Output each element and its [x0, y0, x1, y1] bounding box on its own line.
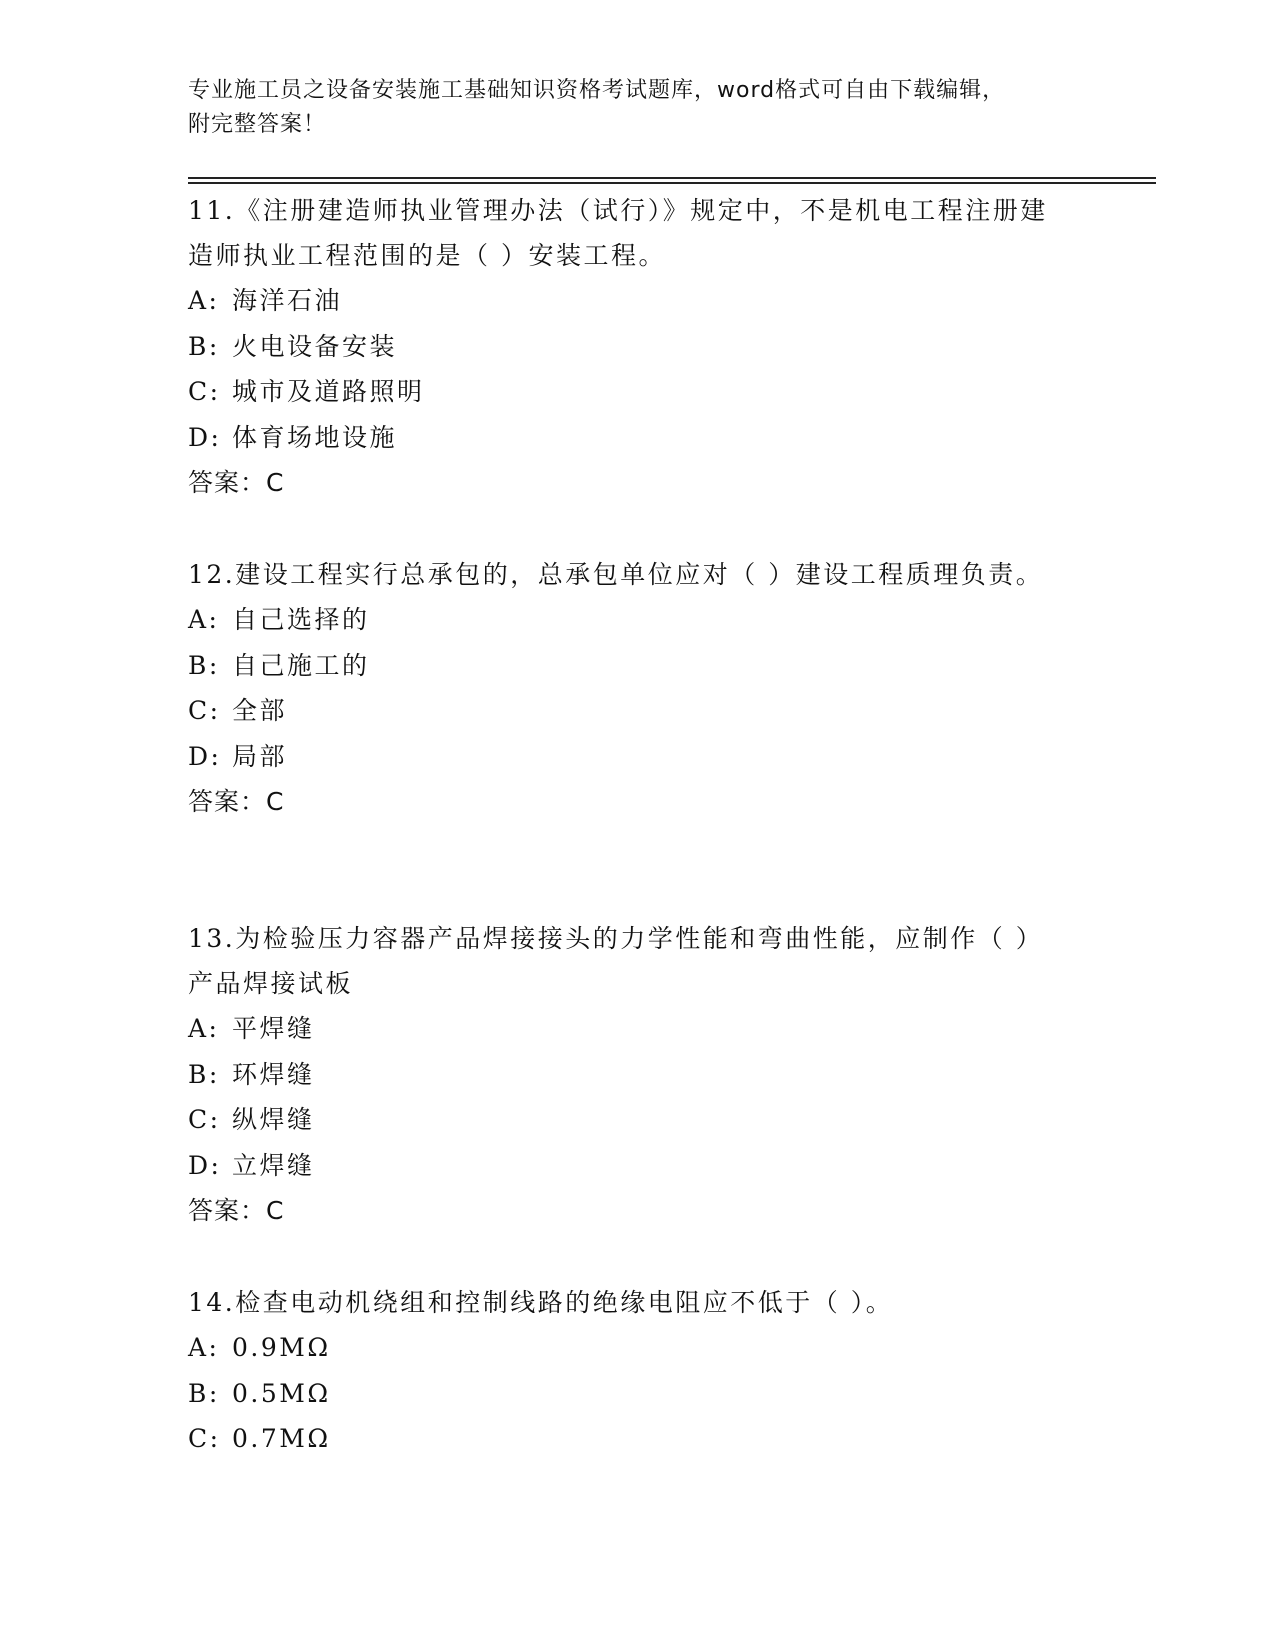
option-key: C:	[188, 696, 221, 725]
answer-line: 答案：C	[188, 1196, 285, 1225]
option-key: B:	[188, 1378, 220, 1408]
option-text: 自己施工的	[232, 650, 370, 680]
option-text: 立焊缝	[232, 1150, 315, 1180]
option-key: A:	[188, 1014, 220, 1043]
question-12	[188, 552, 1088, 824]
option-key: B:	[188, 331, 220, 361]
option-key: A:	[188, 1333, 220, 1362]
option-c	[188, 1097, 1088, 1143]
header-intro-line-2: 附完整答案！	[188, 112, 327, 137]
option-b	[188, 1371, 1088, 1417]
option-text: 平焊缝	[232, 1014, 315, 1043]
option-d	[188, 1143, 1088, 1189]
option-text: 0.7MΩ	[232, 1424, 331, 1453]
option-key: C:	[188, 1105, 221, 1134]
option-key: D:	[188, 422, 222, 452]
answer-line: 答案：C	[188, 468, 285, 497]
option-text: 纵焊缝	[232, 1105, 315, 1134]
option-key: A:	[188, 605, 220, 634]
option-a	[188, 597, 1088, 643]
option-c	[188, 369, 1088, 415]
question-stem: 12.建设工程实行总承包的，总承包单位应对（ ）建设工程质理负责。	[188, 560, 1044, 589]
option-d	[188, 415, 1088, 461]
option-c	[188, 688, 1088, 734]
header-intro-line-1: 专业施工员之设备安装施工基础知识资格考试题库，word格式可自由下载编辑，	[188, 78, 1006, 103]
option-b	[188, 1052, 1088, 1098]
option-a	[188, 1325, 1088, 1371]
option-text: 火电设备安装	[232, 331, 398, 361]
option-text: 自己选择的	[232, 605, 370, 634]
option-text: 0.5MΩ	[232, 1378, 331, 1408]
option-key: C:	[188, 377, 221, 406]
option-key: D:	[188, 741, 222, 771]
header-divider-top	[188, 177, 1156, 179]
option-a	[188, 278, 1088, 324]
option-key: B:	[188, 1059, 220, 1089]
option-key: A:	[188, 286, 220, 315]
answer-line: 答案：C	[188, 787, 285, 816]
option-text: 全部	[232, 696, 288, 725]
question-11	[188, 188, 1088, 505]
question-stem: 14.检查电动机绕组和控制线路的绝缘电阻应不低于（ ）。	[188, 1288, 894, 1317]
option-b	[188, 643, 1088, 689]
question-stem: 11.《注册建造师执业管理办法（试行）》规定中，不是机电工程注册建造师执业工程范围的是（ ）安装工程。	[188, 196, 1048, 270]
option-b	[188, 324, 1088, 370]
question-13	[188, 916, 1088, 1233]
option-text: 局部	[232, 741, 288, 771]
option-key: C:	[188, 1424, 221, 1453]
option-text: 海洋石油	[232, 286, 343, 315]
option-key: D:	[188, 1150, 222, 1180]
option-text: 环焊缝	[232, 1059, 315, 1089]
option-text: 体育场地设施	[232, 422, 398, 452]
option-key: B:	[188, 650, 220, 680]
document-header	[188, 74, 1068, 142]
question-stem: 13.为检验压力容器产品焊接接头的力学性能和弯曲性能，应制作（ ）产品焊接试板	[188, 924, 1044, 998]
option-text: 0.9MΩ	[232, 1333, 331, 1362]
option-c	[188, 1416, 1088, 1462]
option-a	[188, 1006, 1088, 1052]
header-divider-bottom	[188, 182, 1156, 184]
option-d	[188, 734, 1088, 780]
option-text: 城市及道路照明	[232, 377, 425, 406]
question-14	[188, 1280, 1088, 1462]
